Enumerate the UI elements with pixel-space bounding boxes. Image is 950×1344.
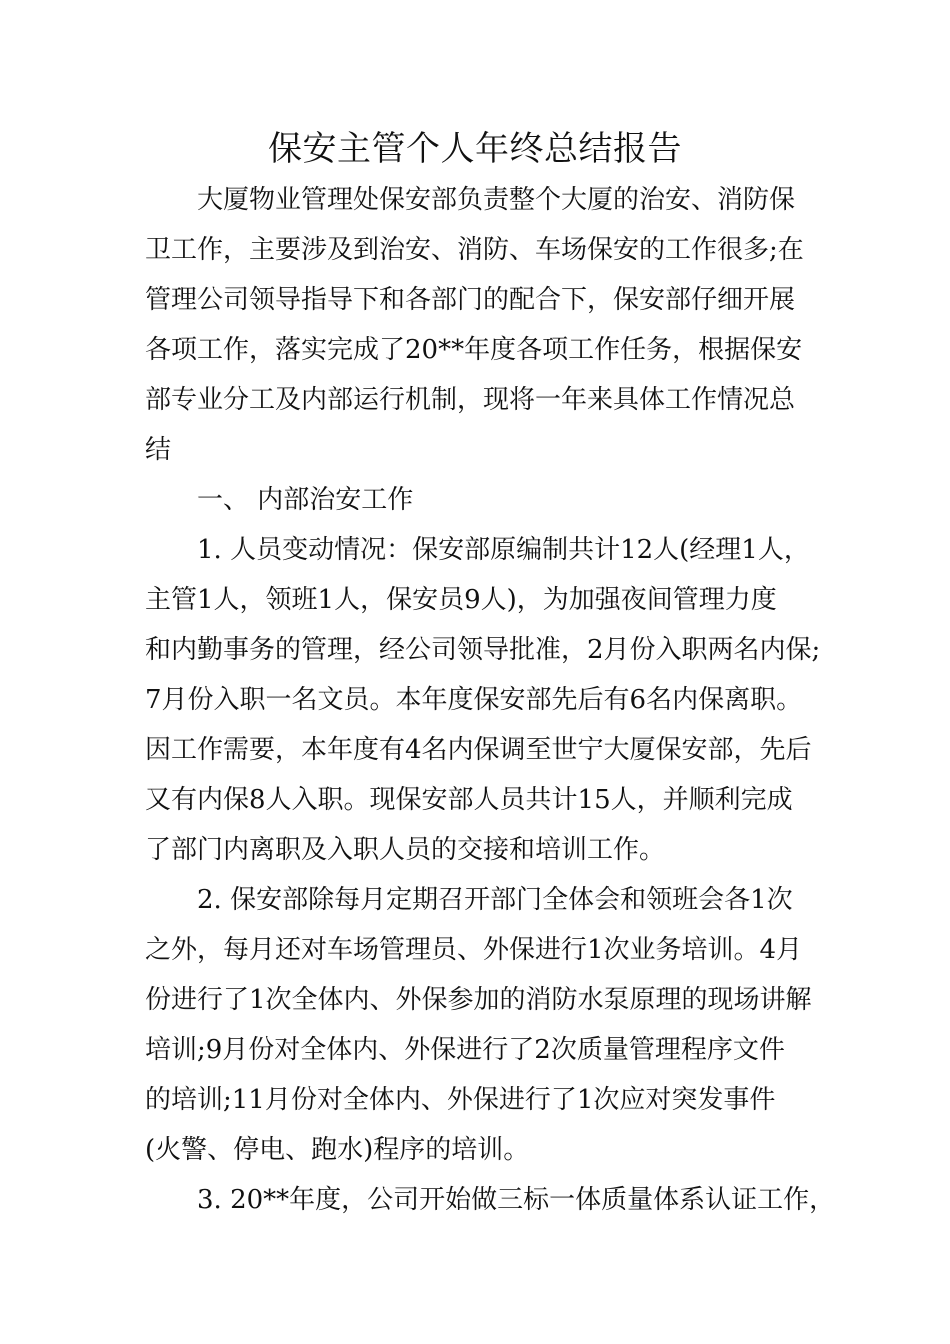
- paragraph-line: 因工作需要，本年度有4名内保调至世宁大厦保安部，先后: [145, 735, 812, 765]
- paragraph-line: 培训;9月份对全体内、外保进行了2次质量管理程序文件: [145, 1035, 785, 1065]
- paragraph-line: 和内勤事务的管理，经公司领导批准，2月份入职两名内保;: [145, 635, 821, 665]
- document-body: [145, 175, 836, 1225]
- paragraph-line: 1. 人员变动情况：保安部原编制共计12人(经理1人，: [197, 535, 810, 565]
- section-heading: 一、 内部治安工作: [197, 485, 414, 515]
- paragraph-line: 管理公司领导指导下和各部门的配合下，保安部仔细开展: [145, 285, 796, 315]
- paragraph-line: 又有内保8人入职。现保安部人员共计15人，并顺利完成: [145, 785, 793, 815]
- paragraph-line: 的培训;11月份对全体内、外保进行了1次应对突发事件: [145, 1085, 776, 1115]
- paragraph-line: 主管1人，领班1人，保安员9人)，为加强夜间管理力度: [145, 585, 777, 615]
- paragraph-line: 卫工作，主要涉及到治安、消防、车场保安的工作很多;在: [145, 235, 804, 265]
- paragraph-line: (火警、停电、跑水)程序的培训。: [145, 1135, 530, 1165]
- paragraph-line: 各项工作，落实完成了20**年度各项工作任务，根据保安: [145, 335, 803, 365]
- paragraph-line: 结: [145, 435, 172, 465]
- paragraph-line: 了部门内离职及入职人员的交接和培训工作。: [145, 835, 666, 865]
- document-title: 保安主管个人年终总结报告: [268, 129, 682, 169]
- paragraph-line: 3. 20**年度，公司开始做三标一体质量体系认证工作，: [197, 1185, 836, 1215]
- paragraph-line: 大厦物业管理处保安部负责整个大厦的治安、消防保: [197, 185, 796, 215]
- paragraph-line: 之外，每月还对车场管理员、外保进行1次业务培训。4月: [145, 935, 803, 965]
- paragraph-line: 份进行了1次全体内、外保参加的消防水泵原理的现场讲解: [145, 985, 812, 1015]
- paragraph-line: 2. 保安部除每月定期召开部门全体会和领班会各1次: [197, 885, 793, 915]
- paragraph-line: 部专业分工及内部运行机制，现将一年来具体工作情况总: [145, 385, 796, 415]
- paragraph-line: 7月份入职一名文员。本年度保安部先后有6名内保离职。: [145, 685, 803, 715]
